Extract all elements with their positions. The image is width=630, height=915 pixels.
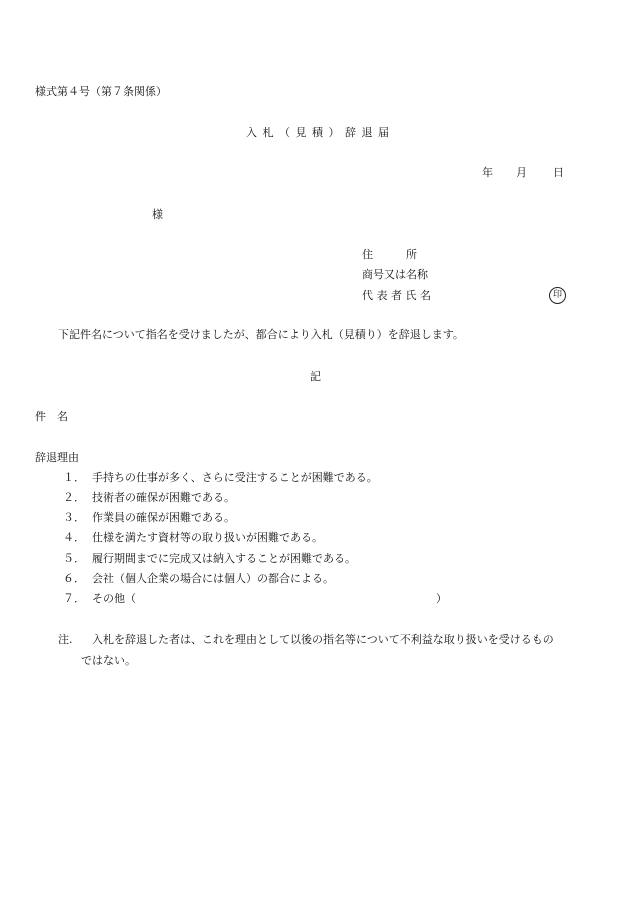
note-line-2: ではない。 [81, 654, 136, 667]
statement-text: 下記件名について指名を受けましたが、都合により入札（見積り）を辞退します。 [58, 328, 464, 341]
reason-number: ７． [63, 592, 85, 605]
company-label: 商号又は名称 [362, 268, 428, 281]
address-label: 住 所 [362, 248, 417, 261]
addressee-suffix: 様 [152, 208, 163, 221]
reason-text: その他（ [92, 592, 136, 605]
date-day: 日 [553, 166, 564, 179]
reason-text: 作業員の確保が困難である。 [92, 511, 235, 524]
reason-number: ３． [63, 511, 85, 524]
reason-text: 履行期間までに完成又は納入することが困難である。 [92, 552, 356, 565]
note-line-1: 入札を辞退した者は、これを理由として以後の指名等について不利益な取り扱いを受けるもの [92, 633, 554, 646]
reason-number: １． [63, 471, 85, 484]
other-close-paren: ） [436, 592, 447, 605]
reason-text: 会社（個人企業の場合には個人）の都合による。 [92, 572, 334, 585]
subject-label: 件 名 [35, 410, 68, 423]
note-label: 注. [58, 633, 73, 646]
ki-marker: 記 [310, 370, 321, 383]
reason-text: 仕様を満たす資材等の取り扱いが困難である。 [92, 531, 323, 544]
seal-mark: 印 [549, 287, 566, 304]
reason-number: ４． [63, 531, 85, 544]
representative-label: 代 表 者 氏 名 [362, 289, 431, 302]
document-title: 入 札 （ 見 積 ） 辞 退 届 [246, 126, 390, 139]
reasons-heading: 辞退理由 [35, 451, 79, 464]
reason-text: 手持ちの仕事が多く、さらに受注することが困難である。 [92, 471, 378, 484]
reason-text: 技術者の確保が困難である。 [92, 491, 235, 504]
date-month: 月 [516, 166, 527, 179]
date-year: 年 [482, 166, 493, 179]
reason-number: ２． [63, 491, 85, 504]
form-number: 様式第４号（第７条関係） [35, 85, 167, 98]
reason-number: ５． [63, 552, 85, 565]
reason-number: ６． [63, 572, 85, 585]
